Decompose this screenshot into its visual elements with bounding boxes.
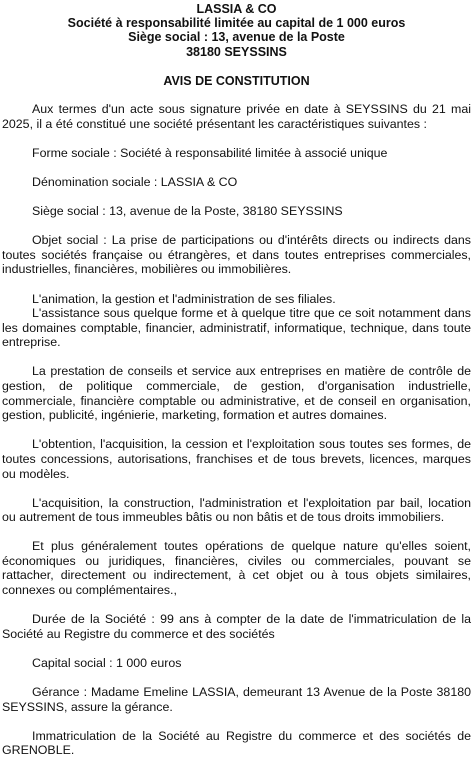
paragraph-subsidiaries: L'animation, la gestion et l'administration de ses filiales.: [32, 291, 336, 306]
paragraph-legal-form: Forme sociale : Société à responsabilité limitée à associé unique: [32, 146, 388, 160]
company-legal-form: Société à responsabilité limitée au capital de 1 000 euros: [67, 16, 406, 31]
company-city: 38180 SEYSSINS: [186, 44, 287, 59]
company-address: Siège social : 13, avenue de la Poste: [128, 30, 345, 45]
paragraph-corporate-purpose: Objet social : La prise de participations ou d'intérêts directs ou indirects dans toutes sociétés française ou étrangères, et dans toutes entreprises commerciales, industrielles, financières, mobilières ou immobilières.: [2, 233, 471, 277]
paragraph-concessions: L'obtention, l'acquisition, la cession et l'exploitation sous toutes ses formes, de toutes concessions, autorisations, franchises et de tous brevets, licences, marques ou modèles.: [2, 437, 471, 481]
paragraph-consulting: La prestation de conseils et service aux entreprises en matière de contrôle de gestion, de politique commerciale, de gestion, d'organisation industrielle, commerciale, financière comptable ou administrative, et de conseil en organisation, gestion, publicité, ingénierie, marketing, formation et autres domaines.: [2, 364, 471, 423]
notice-title: AVIS DE CONSTITUTION: [163, 73, 310, 88]
paragraph-intro: Aux termes d'un acte sous signature privée en date à SEYSSINS du 21 mai 2025, il a été constitué une société présentant les caractéristiques suivantes :: [2, 102, 471, 131]
company-header: [2, 2, 471, 59]
paragraph-duration: Durée de la Société : 99 ans à compter de la date de l'immatriculation de la Société au Registre du commerce et des sociétés: [2, 612, 471, 641]
paragraph-assistance: L'assistance sous quelque forme et à quelque titre que ce soit notamment dans les domaines comptable, financier, administratif, informatique, technique, dans toute entreprise.: [2, 306, 471, 350]
paragraph-registration: Immatriculation de la Société au Registre du commerce et des sociétés de GRENOBLE.: [2, 728, 471, 758]
paragraph-share-capital: Capital social : 1 000 euros: [32, 655, 182, 670]
paragraph-general-operations: Et plus généralement toutes opérations de quelque nature qu'elles soient, économiques ou juridiques, financières, civiles ou commerciales, pouvant se rattacher, directement ou indirectement, à cet objet ou à tous objets similaires, connexes ou complémentaires.,: [2, 539, 471, 598]
notice-body: [2, 102, 471, 758]
paragraph-head-office: Siège social : 13, avenue de la Poste, 38180 SEYSSINS: [32, 204, 343, 219]
paragraph-company-name: Dénomination sociale : LASSIA & CO: [32, 175, 238, 190]
paragraph-management: Gérance : Madame Emeline LASSIA, demeurant 13 Avenue de la Poste 38180 SEYSSINS, assure la gérance.: [2, 684, 471, 714]
company-name: LASSIA & CO: [196, 2, 277, 16]
paragraph-real-estate: L'acquisition, la construction, l'administration et l'exploitation par bail, location ou autrement de tous immeubles bâtis ou non bâtis et de tous droits immobiliers.: [2, 495, 471, 525]
